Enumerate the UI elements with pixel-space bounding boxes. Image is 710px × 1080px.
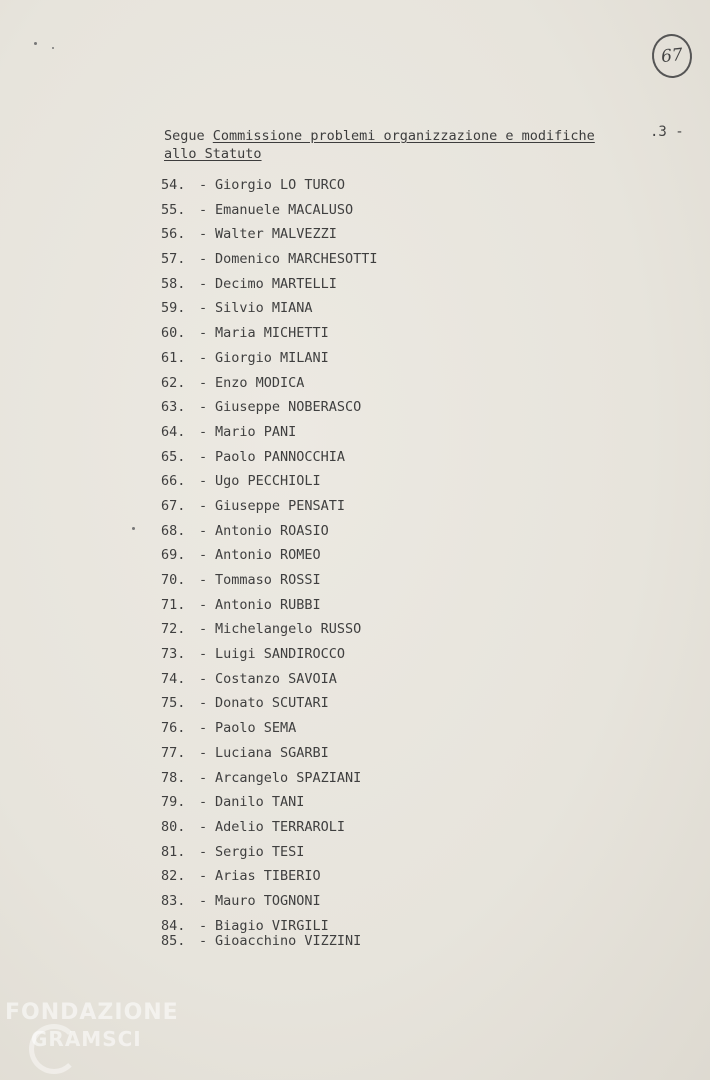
list-item: 59. - Silvio MIANA [161, 300, 313, 317]
member-name: Sergio TESI [215, 843, 305, 860]
item-number: 70. [161, 572, 186, 588]
item-number: 84. [161, 917, 186, 934]
member-name: Walter MALVEZZI [215, 226, 337, 243]
member-name: Paolo PANNOCCHIA [215, 448, 346, 465]
item-number: 72. [161, 621, 186, 638]
list-item: 75. - Donato SCUTARI [161, 695, 329, 712]
item-number: 62. [161, 374, 186, 391]
item-number: 78. [161, 769, 186, 786]
member-name: Arcangelo SPAZIANI [215, 769, 362, 786]
item-number: 71. [161, 596, 186, 613]
list-item: 63. - Giuseppe NOBERASCO [161, 399, 362, 416]
list-item: 73. - Luigi SANDIROCCO [161, 646, 346, 663]
item-number: 74. [161, 670, 186, 687]
member-name: Antonio RUBBI [215, 596, 321, 613]
item-number: 67. [161, 497, 186, 514]
document-heading [164, 127, 624, 163]
item-number: 77. [161, 744, 186, 761]
item-number: 76. [161, 720, 186, 737]
item-number: 81. [161, 843, 186, 860]
list-item: 66. - Ugo PECCHIOLI [161, 473, 321, 490]
watermark-line-1: FONDAZIONE [5, 1000, 179, 1025]
member-name: Giorgio LO TURCO [215, 177, 346, 193]
paper-speck [52, 47, 54, 49]
member-name: Emanuele MACALUSO [215, 201, 354, 218]
item-number: 58. [161, 275, 186, 292]
item-number: 79. [161, 794, 186, 811]
member-name: Mario PANI [215, 423, 297, 440]
item-number: 85. [161, 932, 186, 949]
member-name: Arias TIBERIO [215, 868, 321, 885]
item-number: 54. [161, 177, 186, 193]
member-name: Maria MICHETTI [215, 325, 329, 342]
list-item: 61. - Giorgio MILANI [161, 349, 329, 366]
member-name: Mauro TOGNONI [215, 892, 321, 909]
list-item: 83. - Mauro TOGNONI [161, 892, 321, 909]
paper-speck [132, 527, 135, 530]
member-name: Decimo MARTELLI [215, 275, 337, 292]
member-name: Giuseppe NOBERASCO [215, 399, 362, 416]
member-name: Adelio TERRAROLI [215, 818, 346, 835]
list-item: 81. - Sergio TESI [161, 843, 305, 860]
list-item: 56. - Walter MALVEZZI [161, 226, 337, 243]
member-name: Biagio VIRGILI [215, 917, 329, 934]
member-name: Donato SCUTARI [215, 695, 329, 712]
item-number: 59. [161, 300, 186, 317]
list-item: 84. - Biagio VIRGILI [161, 917, 329, 934]
watermark-logo-icon [29, 1024, 79, 1074]
member-name: Paolo SEMA [215, 720, 297, 737]
list-item: 67. - Giuseppe PENSATI [161, 497, 346, 514]
item-number: 57. [161, 251, 186, 268]
list-item: 78. - Arcangelo SPAZIANI [161, 769, 362, 786]
list-item: 54. - Giorgio LO TURCO [161, 177, 346, 193]
list-item: 74. - Costanzo SAVOIA [161, 670, 337, 687]
member-name: Luciana SGARBI [215, 744, 329, 761]
archive-number: 67 [660, 44, 684, 68]
list-item: 57. - Domenico MARCHESOTTI [161, 251, 378, 268]
member-name: Gioacchino VIZZINI [215, 932, 362, 949]
member-name: Silvio MIANA [215, 300, 313, 317]
item-number: 64. [161, 423, 186, 440]
item-number: 83. [161, 892, 186, 909]
member-name: Ugo PECCHIOLI [215, 473, 321, 490]
item-number: 60. [161, 325, 186, 342]
item-number: 63. [161, 399, 186, 416]
member-name: Costanzo SAVOIA [215, 670, 337, 687]
item-number: 80. [161, 818, 186, 835]
list-item: 58. - Decimo MARTELLI [161, 275, 337, 292]
item-number: 75. [161, 695, 186, 712]
member-name: Giuseppe PENSATI [215, 497, 346, 514]
member-name: Danilo TANI [215, 794, 305, 811]
member-name: Enzo MODICA [215, 374, 305, 391]
item-number: 65. [161, 448, 186, 465]
heading-title-line-2: allo Statuto [164, 146, 262, 162]
heading-title-line-1: Commissione problemi organizzazione e modifiche [212, 128, 595, 144]
item-number: 61. [161, 349, 186, 366]
item-number: 68. [161, 522, 186, 539]
list-item: 68. - Antonio ROASIO [161, 522, 329, 539]
list-item: 55. - Emanuele MACALUSO [161, 201, 354, 218]
watermark-line-2: GRAMSCI [31, 1027, 142, 1051]
list-item: 62. - Enzo MODICA [161, 374, 305, 391]
member-name: Giorgio MILANI [215, 349, 329, 366]
list-item: 77. - Luciana SGARBI [161, 744, 329, 761]
paper-speck [34, 42, 37, 45]
item-number: 82. [161, 868, 186, 885]
member-name: Domenico MARCHESOTTI [215, 251, 378, 268]
item-number: 55. [161, 201, 186, 218]
member-name: Antonio ROASIO [215, 522, 329, 539]
list-item: 71. - Antonio RUBBI [161, 596, 321, 613]
list-item: 65. - Paolo PANNOCCHIA [161, 448, 346, 465]
item-number: 66. [161, 473, 186, 490]
list-item: 76. - Paolo SEMA [161, 720, 297, 737]
list-item: 79. - Danilo TANI [161, 794, 305, 811]
member-name: Antonio ROMEO [215, 547, 321, 564]
heading-prefix: Segue [164, 128, 213, 144]
archive-stamp [650, 32, 694, 80]
member-list [161, 175, 378, 955]
list-item: 82. - Arias TIBERIO [161, 868, 321, 885]
list-item: 69. - Antonio ROMEO [161, 547, 321, 564]
list-item: 85. - Gioacchino VIZZINI [161, 932, 362, 949]
member-name: Tommaso ROSSI [215, 572, 321, 588]
list-item: 72. - Michelangelo RUSSO [161, 621, 362, 638]
member-name: Michelangelo RUSSO [215, 621, 362, 638]
list-item: 70. - Tommaso ROSSI [161, 572, 321, 588]
item-number: 69. [161, 547, 186, 564]
page-number: .3 - [650, 124, 684, 140]
list-item: 64. - Mario PANI [161, 423, 297, 440]
list-item: 60. - Maria MICHETTI [161, 325, 329, 342]
item-number: 56. [161, 226, 186, 243]
member-name: Luigi SANDIROCCO [215, 646, 346, 663]
item-number: 73. [161, 646, 186, 663]
archive-watermark [5, 1000, 179, 1052]
list-item: 80. - Adelio TERRAROLI [161, 818, 346, 835]
